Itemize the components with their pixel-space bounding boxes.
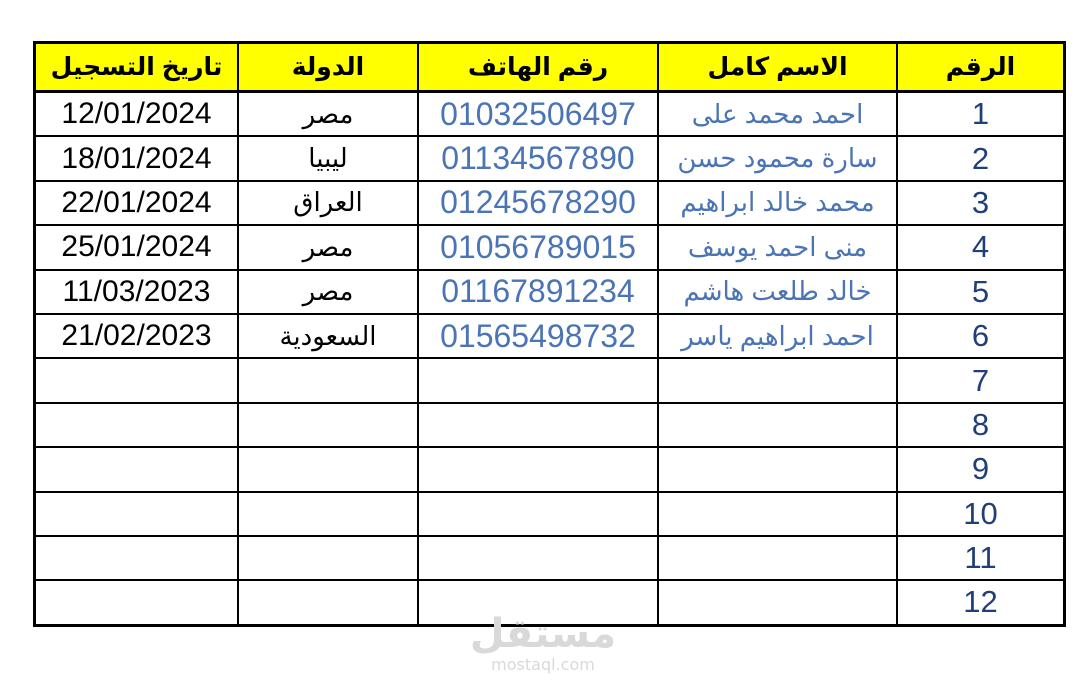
table-row [35,92,1065,137]
cell-country[interactable]: العراق [238,181,418,225]
cell-phone-number[interactable]: 01032506497 [418,92,658,137]
header-registration-date[interactable]: تاريخ التسجيل [35,43,239,92]
cell-country[interactable] [238,358,418,402]
table-row [35,580,1065,625]
cell-phone-number[interactable]: 01167891234 [418,270,658,314]
cell-full-name[interactable]: منى احمد يوسف [658,225,897,269]
cell-number[interactable]: 3 [897,181,1065,225]
cell-registration-date[interactable]: 18/01/2024 [35,136,239,180]
cell-number[interactable]: 11 [897,536,1065,580]
cell-registration-date[interactable] [35,536,239,580]
header-country[interactable]: الدولة [238,43,418,92]
cell-phone-number[interactable] [418,580,658,625]
cell-number[interactable]: 6 [897,314,1065,358]
cell-phone-number[interactable]: 01134567890 [418,136,658,180]
header-phone-number[interactable]: رقم الهاتف [418,43,658,92]
cell-full-name[interactable] [658,358,897,402]
table-row [35,270,1065,314]
table-row [35,492,1065,536]
cell-country[interactable]: مصر [238,225,418,269]
cell-registration-date[interactable]: 11/03/2023 [35,270,239,314]
cell-number[interactable]: 1 [897,92,1065,137]
cell-number[interactable]: 10 [897,492,1065,536]
table-row [35,403,1065,447]
cell-phone-number[interactable] [418,403,658,447]
cell-registration-date[interactable] [35,403,239,447]
header-full-name[interactable]: الاسم كامل [658,43,897,92]
cell-country[interactable] [238,536,418,580]
watermark-logo: مستقل [469,611,617,657]
cell-country[interactable] [238,447,418,491]
cell-phone-number[interactable]: 01056789015 [418,225,658,269]
cell-full-name[interactable]: سارة محمود حسن [658,136,897,180]
cell-registration-date[interactable] [35,492,239,536]
cell-registration-date[interactable] [35,580,239,625]
table-row [35,314,1065,358]
cell-phone-number[interactable]: 01565498732 [418,314,658,358]
cell-country[interactable]: السعودية [238,314,418,358]
cell-number[interactable]: 12 [897,580,1065,625]
cell-number[interactable]: 8 [897,403,1065,447]
cell-full-name[interactable] [658,403,897,447]
cell-number[interactable]: 5 [897,270,1065,314]
cell-phone-number[interactable] [418,447,658,491]
cell-number[interactable]: 2 [897,136,1065,180]
cell-country[interactable] [238,492,418,536]
table-row [35,358,1065,402]
cell-phone-number[interactable] [418,536,658,580]
table-row [35,181,1065,225]
cell-phone-number[interactable] [418,358,658,402]
table-row [35,136,1065,180]
cell-number[interactable]: 7 [897,358,1065,402]
cell-full-name[interactable] [658,492,897,536]
cell-country[interactable] [238,403,418,447]
cell-full-name[interactable] [658,536,897,580]
cell-country[interactable]: ليبيا [238,136,418,180]
cell-full-name[interactable] [658,447,897,491]
cell-country[interactable] [238,580,418,625]
table-row [35,447,1065,491]
cell-full-name[interactable] [658,580,897,625]
data-table [33,41,1066,627]
header-row [35,43,1065,92]
cell-full-name[interactable]: خالد طلعت هاشم [658,270,897,314]
cell-full-name[interactable]: احمد محمد على [658,92,897,137]
cell-country[interactable]: مصر [238,270,418,314]
cell-registration-date[interactable]: 25/01/2024 [35,225,239,269]
table-row [35,536,1065,580]
cell-registration-date[interactable]: 21/02/2023 [35,314,239,358]
cell-phone-number[interactable]: 01245678290 [418,181,658,225]
cell-country[interactable]: مصر [238,92,418,137]
watermark-url: mostaql.com [491,655,595,674]
cell-full-name[interactable]: محمد خالد ابراهيم [658,181,897,225]
cell-full-name[interactable]: احمد ابراهيم ياسر [658,314,897,358]
cell-number[interactable]: 4 [897,225,1065,269]
cell-registration-date[interactable] [35,358,239,402]
cell-phone-number[interactable] [418,492,658,536]
cell-number[interactable]: 9 [897,447,1065,491]
table-row [35,225,1065,269]
cell-registration-date[interactable]: 22/01/2024 [35,181,239,225]
cell-registration-date[interactable]: 12/01/2024 [35,92,239,137]
header-number[interactable]: الرقم [897,43,1065,92]
cell-registration-date[interactable] [35,447,239,491]
